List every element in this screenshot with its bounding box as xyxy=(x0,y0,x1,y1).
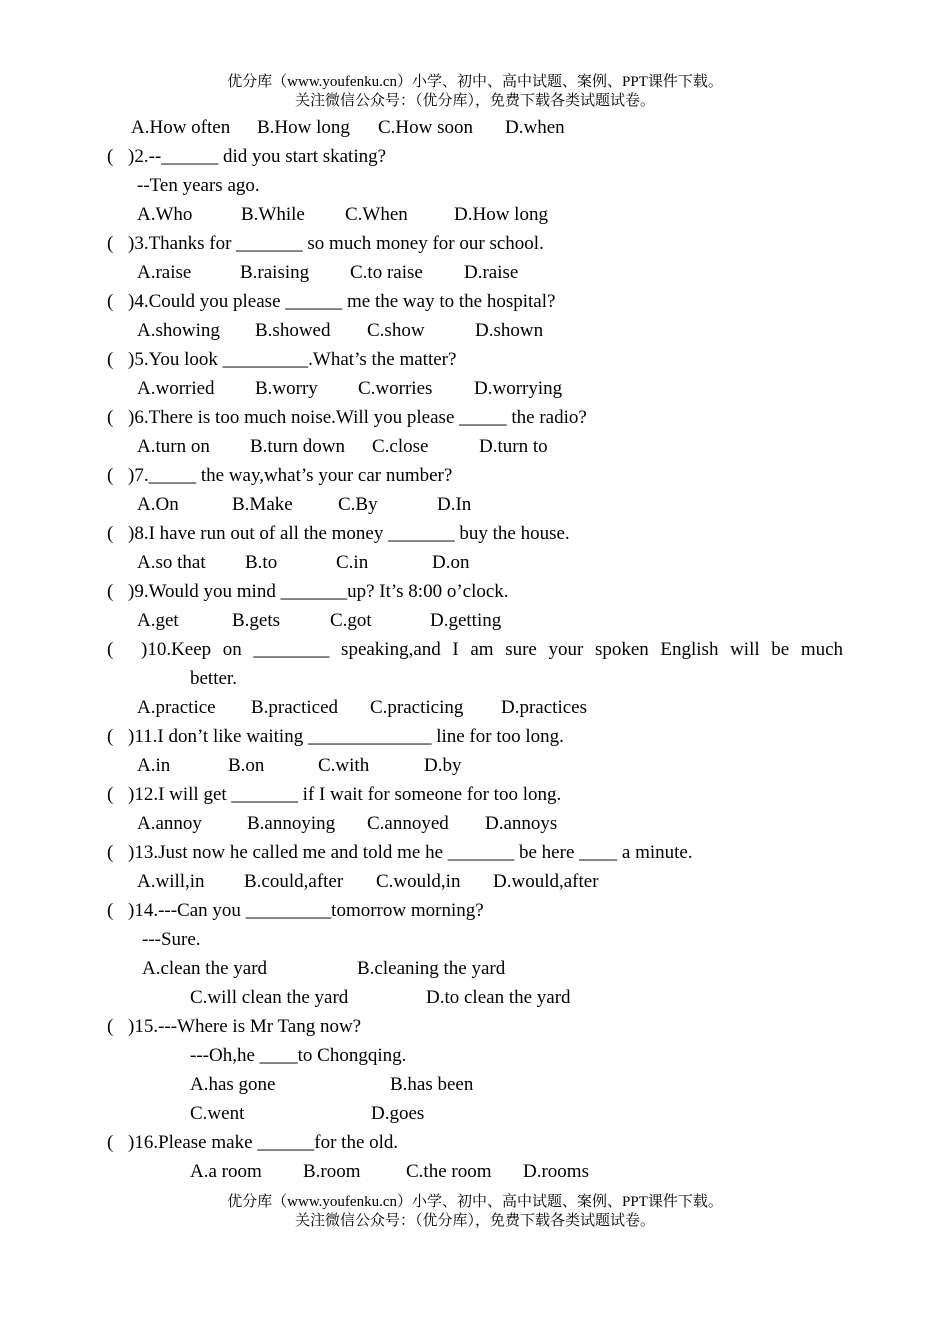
option-a: A.turn on xyxy=(137,436,210,457)
option-b: B.practiced xyxy=(251,697,339,718)
option-d: D.to clean the yard xyxy=(426,987,571,1008)
answer-paren: ( xyxy=(107,291,114,312)
header-line-1: 优分库（www.youfenku.cn）小学、初中、高中试题、案例、PPT课件下载。 xyxy=(227,74,723,90)
answer-paren: ( xyxy=(107,349,114,370)
option-d: D.How long xyxy=(454,204,548,225)
option-a: A.in xyxy=(137,755,171,776)
option-b: B.room xyxy=(303,1161,361,1182)
option-a: A.worried xyxy=(137,378,215,399)
option-b: B.cleaning the yard xyxy=(357,958,506,979)
answer-paren: ( xyxy=(107,900,114,921)
option-b: B.worry xyxy=(255,378,318,399)
option-c: C.with xyxy=(318,755,370,776)
option-d: D.would,after xyxy=(493,871,599,892)
option-d: D.by xyxy=(424,755,462,776)
option-c: C.practicing xyxy=(370,697,464,718)
option-a: A.On xyxy=(137,494,179,515)
option-c: C.to raise xyxy=(350,262,423,283)
question-text: )7._____ the way,what’s your car number? xyxy=(128,465,453,486)
option-c: C.went xyxy=(190,1103,245,1124)
option-d: D.goes xyxy=(371,1103,425,1124)
option-d: D.getting xyxy=(430,610,502,631)
option-b: B.has been xyxy=(390,1074,474,1095)
option-b: B.to xyxy=(245,552,278,573)
option-b: B.How long xyxy=(257,117,350,138)
option-a: A.will,in xyxy=(137,871,205,892)
option-c: C.worries xyxy=(358,378,433,399)
option-a: A.How often xyxy=(131,117,231,138)
option-c: C.in xyxy=(336,552,369,573)
option-a: A.a room xyxy=(190,1161,262,1182)
dialogue-reply: ---Oh,he ____to Chongqing. xyxy=(190,1045,407,1066)
answer-paren: ( xyxy=(107,465,114,486)
option-a: A.raise xyxy=(137,262,192,283)
option-b: B.While xyxy=(241,204,305,225)
option-a: A.Who xyxy=(137,204,193,225)
option-c: C.By xyxy=(338,494,378,515)
question-text: )16.Please make ______for the old. xyxy=(128,1132,399,1153)
option-c: C.will clean the yard xyxy=(190,987,349,1008)
option-c: C.annoyed xyxy=(367,813,449,834)
option-c: C.got xyxy=(330,610,372,631)
question-text: )13.Just now he called me and told me he _______ be here ____ a minute. xyxy=(128,842,693,863)
option-b: B.could,after xyxy=(244,871,344,892)
option-d: D.practices xyxy=(501,697,587,718)
option-a: A.annoy xyxy=(137,813,202,834)
option-a: A.showing xyxy=(137,320,220,341)
answer-paren: ( xyxy=(107,581,114,602)
answer-paren: ( xyxy=(107,523,114,544)
option-d: D.rooms xyxy=(523,1161,589,1182)
option-b: B.turn down xyxy=(250,436,345,457)
option-d: D.raise xyxy=(464,262,519,283)
footer-line-2: 关注微信公众号：（优分库），免费下载各类试题试卷。 xyxy=(294,1213,655,1229)
option-b: B.annoying xyxy=(247,813,336,834)
option-a: A.get xyxy=(137,610,179,631)
question-text: )6.There is too much noise.Will you please _____ the radio? xyxy=(128,407,587,428)
option-d: D.when xyxy=(505,117,565,138)
dialogue-reply: --Ten years ago. xyxy=(137,175,260,196)
answer-paren: ( xyxy=(107,146,114,167)
answer-paren: ( xyxy=(107,233,114,254)
footer-line-1: 优分库（www.youfenku.cn）小学、初中、高中试题、案例、PPT课件下载。 xyxy=(227,1194,723,1210)
option-a: A.clean the yard xyxy=(142,958,268,979)
question-text: )12.I will get _______ if I wait for someone for too long. xyxy=(128,784,562,805)
question-text: )11.I don’t like waiting _____________ line for too long. xyxy=(128,726,564,747)
question-text: )5.You look _________.What’s the matter? xyxy=(128,349,457,370)
answer-paren: ( xyxy=(107,1016,114,1037)
question-text: )9.Would you mind _______up? It’s 8:00 o’clock. xyxy=(128,581,509,602)
answer-paren: ( xyxy=(107,726,114,747)
question-10-stem: )10.Keep on ________ speaking,and I am sure your spoken English will be much xyxy=(141,639,844,660)
option-c: C.would,in xyxy=(376,871,461,892)
answer-paren: ( xyxy=(107,1132,114,1153)
answer-paren: ( xyxy=(107,407,114,428)
answer-paren: ( xyxy=(107,842,114,863)
option-d: D.on xyxy=(432,552,470,573)
dialogue-reply: ---Sure. xyxy=(142,929,201,950)
question-text: )14.---Can you _________tomorrow morning? xyxy=(128,900,484,921)
option-b: B.raising xyxy=(240,262,310,283)
option-c: C.When xyxy=(345,204,408,225)
option-b: B.Make xyxy=(232,494,293,515)
option-c: C.show xyxy=(367,320,425,341)
option-c: C.close xyxy=(372,436,429,457)
option-d: D.In xyxy=(437,494,472,515)
answer-paren: ( xyxy=(107,784,114,805)
option-a: A.so that xyxy=(137,552,206,573)
option-d: D.turn to xyxy=(479,436,548,457)
option-d: D.worrying xyxy=(474,378,563,399)
question-text: )4.Could you please ______ me the way to the hospital? xyxy=(128,291,556,312)
page-header xyxy=(0,73,950,111)
question-text: )3.Thanks for _______ so much money for our school. xyxy=(128,233,544,254)
option-c: C.the room xyxy=(406,1161,492,1182)
answer-paren: ( xyxy=(107,639,114,660)
question-text: )8.I have run out of all the money _______ buy the house. xyxy=(128,523,570,544)
question-text-cont: better. xyxy=(190,668,237,689)
option-a: A.practice xyxy=(137,697,216,718)
option-b: B.gets xyxy=(232,610,281,631)
question-text: )2.--______ did you start skating? xyxy=(128,146,387,167)
option-b: B.on xyxy=(228,755,265,776)
option-b: B.showed xyxy=(255,320,331,341)
page-footer xyxy=(0,1193,950,1231)
option-c: C.How soon xyxy=(378,117,474,138)
question-text: )15.---Where is Mr Tang now? xyxy=(128,1016,362,1037)
header-line-2: 关注微信公众号：（优分库），免费下载各类试题试卷。 xyxy=(294,93,655,109)
option-d: D.annoys xyxy=(485,813,558,834)
option-a: A.has gone xyxy=(190,1074,276,1095)
option-d: D.shown xyxy=(475,320,544,341)
